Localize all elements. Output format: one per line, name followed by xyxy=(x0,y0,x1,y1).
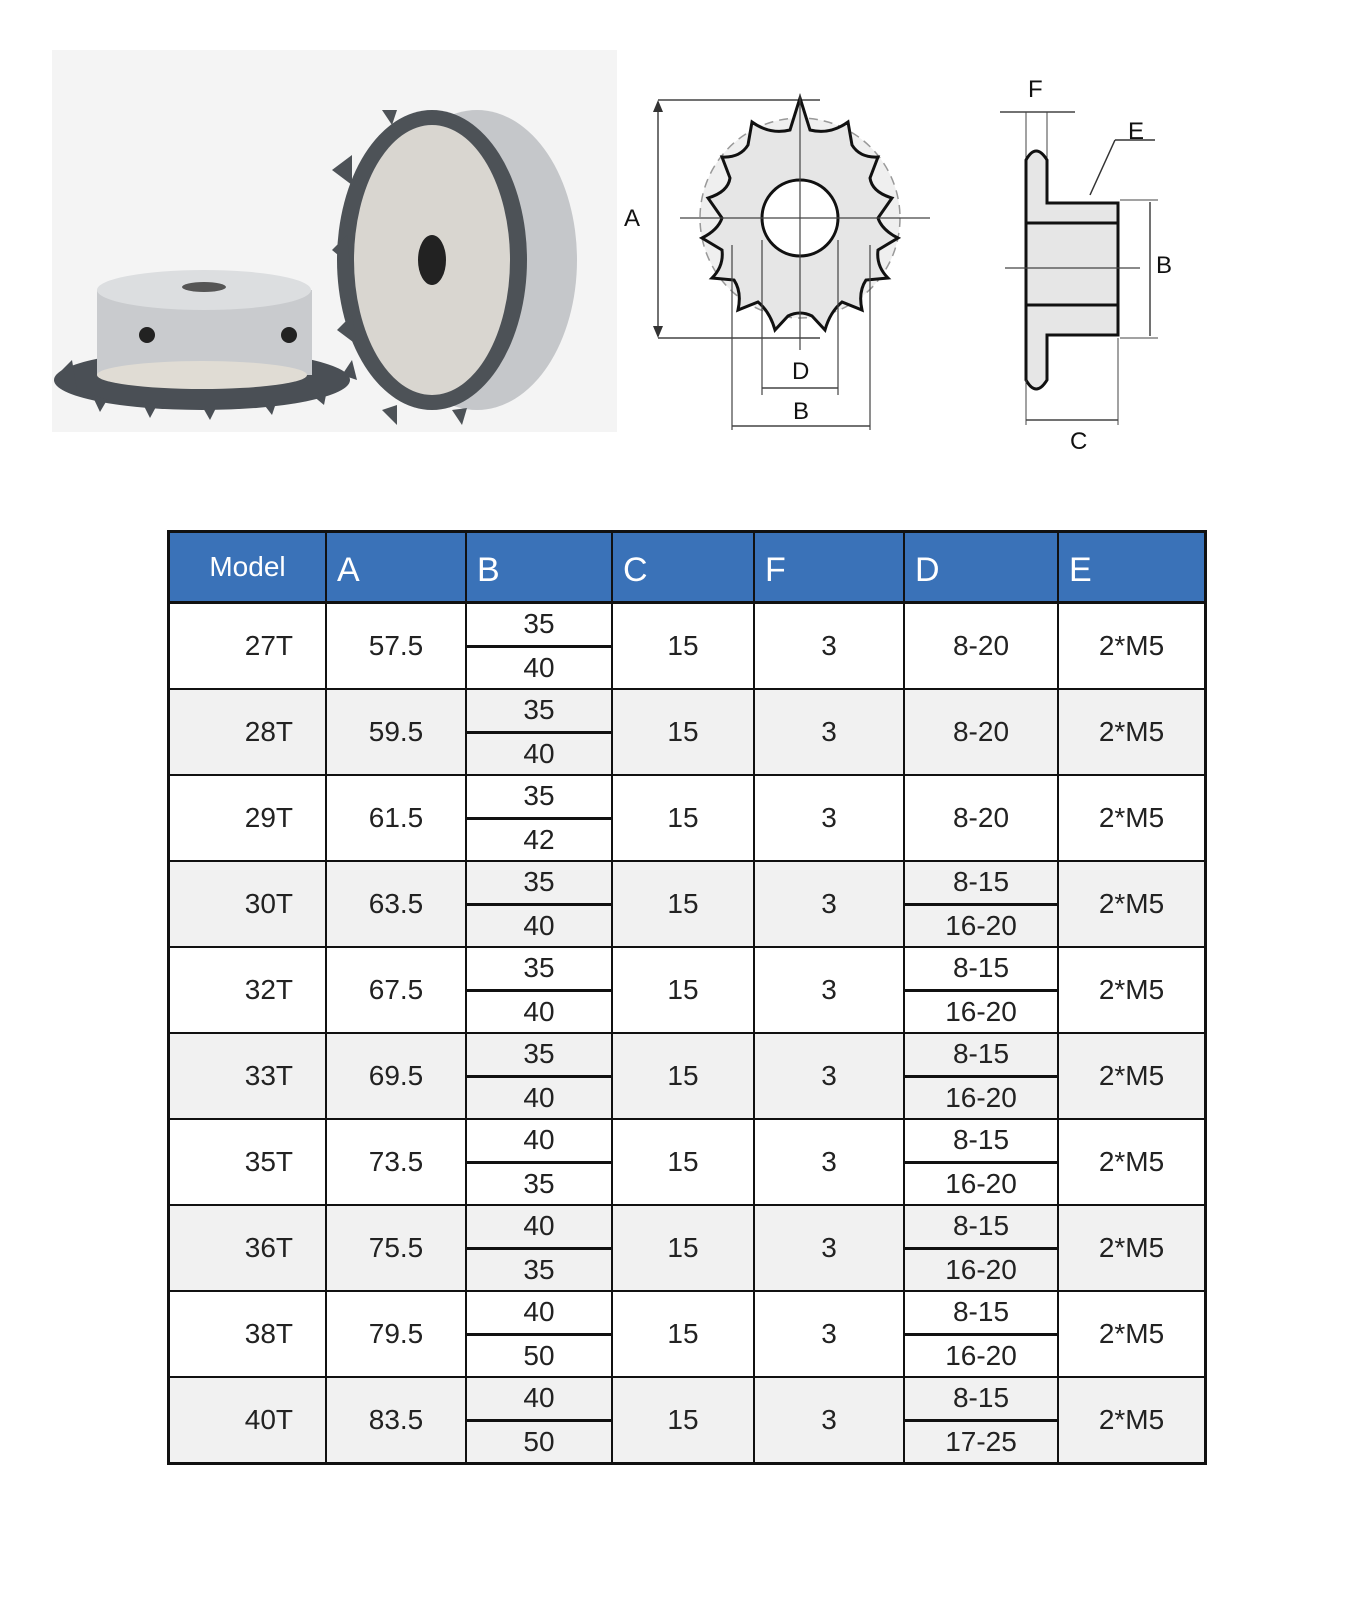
table-row xyxy=(169,1033,1206,1119)
side-view-drawing xyxy=(990,76,1190,460)
cell-a: 83.5 xyxy=(326,1377,466,1464)
cell-f: 3 xyxy=(754,689,904,775)
cell-d-option: 16-20 xyxy=(945,1167,1017,1199)
cell-f: 3 xyxy=(754,1291,904,1377)
cell-model: 32T xyxy=(169,947,327,1033)
cell-d-option: 17-25 xyxy=(945,1425,1017,1457)
table-row xyxy=(169,947,1206,1033)
cell-c: 15 xyxy=(612,947,754,1033)
table-header-row xyxy=(169,532,1206,603)
cell-b xyxy=(466,775,612,861)
label-B-side: B xyxy=(1156,252,1173,279)
col-header-f: F xyxy=(754,532,904,603)
cell-b-option: 35 xyxy=(523,1253,555,1285)
cell-c: 15 xyxy=(612,603,754,690)
cell-model: 30T xyxy=(169,861,327,947)
cell-c: 15 xyxy=(612,1291,754,1377)
table-row xyxy=(169,775,1206,861)
cell-d-option: 8-15 xyxy=(905,1206,1057,1250)
cell-b-option: 35 xyxy=(467,862,611,906)
cell-b-option: 50 xyxy=(523,1425,555,1457)
cell-c: 15 xyxy=(612,861,754,947)
cell-b xyxy=(466,861,612,947)
col-header-e: E xyxy=(1058,532,1206,603)
col-header-b: B xyxy=(466,532,612,603)
cell-c: 15 xyxy=(612,1205,754,1291)
cell-d-option: 16-20 xyxy=(945,1081,1017,1113)
label-B: B xyxy=(793,398,810,425)
cell-a: 57.5 xyxy=(326,603,466,690)
label-C: C xyxy=(1070,428,1088,455)
cell-d xyxy=(904,861,1058,947)
cell-a: 69.5 xyxy=(326,1033,466,1119)
cell-b-option: 40 xyxy=(467,1292,611,1336)
cell-b xyxy=(466,1033,612,1119)
cell-c: 15 xyxy=(612,689,754,775)
cell-b-option: 35 xyxy=(467,690,611,734)
label-A: A xyxy=(624,205,641,232)
cell-b-option: 40 xyxy=(523,651,555,683)
cell-f: 3 xyxy=(754,1033,904,1119)
cell-e: 2*M5 xyxy=(1058,1119,1206,1205)
cell-e: 2*M5 xyxy=(1058,1205,1206,1291)
cell-f: 3 xyxy=(754,775,904,861)
cell-b-option: 35 xyxy=(467,776,611,820)
cell-d xyxy=(904,1119,1058,1205)
cell-d: 8-20 xyxy=(904,775,1058,861)
cell-d-option: 8-15 xyxy=(905,1378,1057,1422)
cell-f: 3 xyxy=(754,603,904,690)
cell-d-option: 16-20 xyxy=(945,1339,1017,1371)
label-E: E xyxy=(1128,118,1145,145)
cell-f: 3 xyxy=(754,861,904,947)
cell-d xyxy=(904,1033,1058,1119)
cell-model: 28T xyxy=(169,689,327,775)
table-row xyxy=(169,1205,1206,1291)
label-D: D xyxy=(792,358,810,385)
cell-a: 79.5 xyxy=(326,1291,466,1377)
cell-e: 2*M5 xyxy=(1058,947,1206,1033)
cell-model: 40T xyxy=(169,1377,327,1464)
cell-b xyxy=(466,1119,612,1205)
col-header-c: C xyxy=(612,532,754,603)
cell-b-option: 35 xyxy=(523,1167,555,1199)
cell-b-option: 35 xyxy=(467,948,611,992)
cell-b-option: 40 xyxy=(523,909,555,941)
table-row xyxy=(169,861,1206,947)
cell-b-option: 40 xyxy=(467,1378,611,1422)
cell-b-option: 40 xyxy=(523,995,555,1027)
col-header-a: A xyxy=(326,532,466,603)
table-row xyxy=(169,603,1206,690)
spec-table xyxy=(167,530,1207,1465)
cell-b xyxy=(466,603,612,690)
cell-c: 15 xyxy=(612,1377,754,1464)
col-header-d: D xyxy=(904,532,1058,603)
cell-c: 15 xyxy=(612,1033,754,1119)
cell-model: 33T xyxy=(169,1033,327,1119)
cell-d-option: 8-15 xyxy=(905,1292,1057,1336)
cell-e: 2*M5 xyxy=(1058,775,1206,861)
cell-d xyxy=(904,1205,1058,1291)
cell-a: 67.5 xyxy=(326,947,466,1033)
col-header-model: Model xyxy=(169,532,327,603)
cell-a: 63.5 xyxy=(326,861,466,947)
cell-e: 2*M5 xyxy=(1058,603,1206,690)
cell-d-option: 16-20 xyxy=(945,1253,1017,1285)
cell-e: 2*M5 xyxy=(1058,1377,1206,1464)
cell-d: 8-20 xyxy=(904,603,1058,690)
product-photo xyxy=(52,50,617,432)
cell-d-option: 8-15 xyxy=(905,948,1057,992)
cell-a: 73.5 xyxy=(326,1119,466,1205)
table-row xyxy=(169,1291,1206,1377)
cell-a: 59.5 xyxy=(326,689,466,775)
cell-d-option: 16-20 xyxy=(945,995,1017,1027)
cell-d-option: 8-15 xyxy=(905,1034,1057,1078)
table-row xyxy=(169,1377,1206,1464)
cell-a: 75.5 xyxy=(326,1205,466,1291)
cell-b-option: 42 xyxy=(523,823,555,855)
cell-d-option: 8-15 xyxy=(905,862,1057,906)
cell-d: 8-20 xyxy=(904,689,1058,775)
cell-b-option: 40 xyxy=(467,1120,611,1164)
cell-model: 38T xyxy=(169,1291,327,1377)
cell-e: 2*M5 xyxy=(1058,861,1206,947)
label-F: F xyxy=(1028,76,1043,103)
cell-b xyxy=(466,1377,612,1464)
front-view-drawing xyxy=(624,80,940,450)
cell-b-option: 50 xyxy=(523,1339,555,1371)
cell-model: 36T xyxy=(169,1205,327,1291)
cell-e: 2*M5 xyxy=(1058,1291,1206,1377)
cell-f: 3 xyxy=(754,1119,904,1205)
cell-b xyxy=(466,1291,612,1377)
cell-d-option: 8-15 xyxy=(905,1120,1057,1164)
cell-b-option: 40 xyxy=(467,1206,611,1250)
cell-d xyxy=(904,1291,1058,1377)
cell-c: 15 xyxy=(612,775,754,861)
cell-model: 27T xyxy=(169,603,327,690)
cell-b-option: 40 xyxy=(523,737,555,769)
cell-f: 3 xyxy=(754,1205,904,1291)
cell-f: 3 xyxy=(754,947,904,1033)
table-row xyxy=(169,689,1206,775)
cell-f: 3 xyxy=(754,1377,904,1464)
cell-d xyxy=(904,1377,1058,1464)
cell-e: 2*M5 xyxy=(1058,689,1206,775)
cell-c: 15 xyxy=(612,1119,754,1205)
cell-model: 35T xyxy=(169,1119,327,1205)
cell-a: 61.5 xyxy=(326,775,466,861)
cell-b-option: 40 xyxy=(523,1081,555,1113)
cell-b xyxy=(466,1205,612,1291)
cell-model: 29T xyxy=(169,775,327,861)
cell-e: 2*M5 xyxy=(1058,1033,1206,1119)
cell-b-option: 35 xyxy=(467,604,611,648)
cell-d xyxy=(904,947,1058,1033)
cell-b xyxy=(466,947,612,1033)
table-row xyxy=(169,1119,1206,1205)
cell-b-option: 35 xyxy=(467,1034,611,1078)
cell-b xyxy=(466,689,612,775)
cell-d-option: 16-20 xyxy=(945,909,1017,941)
